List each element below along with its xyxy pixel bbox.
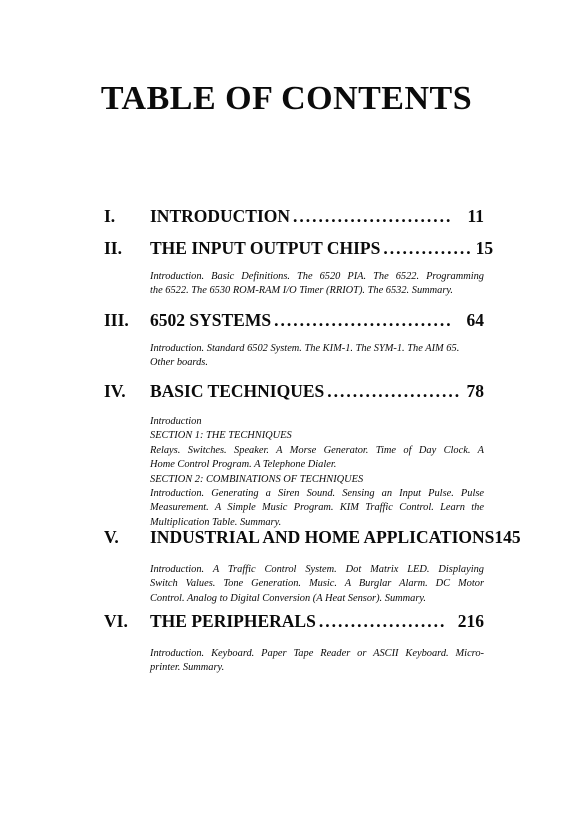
toc-entry-basic-techniques (104, 379, 484, 530)
page-title: TABLE OF CONTENTS (100, 80, 473, 117)
chapter-page-number: 64 (466, 310, 484, 330)
dot-leader: ......................... (293, 206, 453, 226)
toc-entry-peripherals (104, 609, 484, 676)
summary-line: Switch Values. Tone Generation. Music. A Burglar Alarm. DC Motor (150, 578, 484, 590)
summary-line: Introduction. Keyboard. Paper Tape Reader or ASCII Keyboard. Micro- (150, 648, 484, 659)
chapter-heading-row (150, 379, 484, 403)
dot-leader: ..................... (327, 381, 462, 401)
chapter-numeral: II. (104, 238, 122, 258)
summary-line: Introduction. Generating a Siren Sound. Sensing an Input Pulse. Pulse (150, 488, 484, 500)
summary-line: SECTION 2: COMBINATIONS OF TECHNIQUES (150, 473, 364, 485)
summary-line: Relays. Switches. Speaker. A Morse Generator. Time of Day Clock. A (150, 444, 484, 456)
chapter-heading (104, 609, 484, 633)
chapter-summary (150, 342, 484, 371)
chapter-page-number: 15 (475, 238, 494, 258)
chapter-heading (104, 379, 484, 403)
toc-entry-introduction (104, 204, 484, 228)
chapter-heading-row (150, 236, 494, 260)
chapter-page-number: 145 (494, 527, 521, 547)
chapter-heading-row (150, 204, 484, 228)
chapter-heading-row (150, 525, 521, 549)
summary-line: Other boards. (150, 357, 208, 369)
summary-line: Introduction. A Traffic Control System. Dot Matrix LED. Displaying (150, 564, 484, 575)
summary-line: Measurement. A Simple Music Program. KIM Traffic Control. Learn the (150, 502, 484, 514)
chapter-heading (104, 525, 521, 549)
toc-entry-6502-systems (104, 308, 484, 371)
chapter-heading (104, 308, 484, 332)
chapter-numeral: III. (104, 310, 129, 330)
chapter-heading (104, 236, 494, 260)
chapter-title: INDUSTRIAL AND HOME APPLICATIONS (150, 527, 495, 547)
chapter-heading-row (150, 308, 484, 332)
chapter-title: THE PERIPHERALS (150, 611, 316, 631)
toc-entry-input-output-chips (104, 236, 494, 299)
chapter-numeral: IV. (104, 381, 126, 401)
chapter-title: 6502 SYSTEMS (150, 310, 272, 330)
summary-line: SECTION 1: THE TECHNIQUES (150, 430, 292, 442)
chapter-page-number: 11 (467, 206, 484, 226)
chapter-page-number: 78 (466, 381, 484, 401)
chapter-numeral: VI. (104, 611, 128, 631)
chapter-page-number: 216 (457, 611, 484, 631)
dot-leader: ............................ (274, 310, 453, 330)
chapter-summary (150, 415, 484, 530)
chapter-summary (150, 270, 484, 299)
chapter-numeral: V. (104, 527, 119, 547)
chapter-summary (150, 563, 484, 606)
summary-line: the 6522. The 6530 ROM-RAM I/O Timer (RRIOT). The 6532. Summary. (150, 285, 454, 297)
summary-line: Introduction. Standard 6502 System. The KIM-1. The SYM-1. The AIM 65. (150, 343, 460, 354)
chapter-title: INTRODUCTION (150, 206, 291, 226)
chapter-heading (104, 204, 484, 228)
chapter-numeral: I. (104, 206, 116, 226)
summary-line: Introduction (150, 416, 202, 427)
chapter-title: BASIC TECHNIQUES (150, 381, 325, 401)
dot-leader: .................... (318, 611, 447, 631)
dot-leader: .............. (383, 238, 473, 258)
summary-line: Introduction. Basic Definitions. The 6520 PIA. The 6522. Programming (150, 271, 484, 282)
summary-line: printer. Summary. (150, 662, 225, 674)
chapter-title: THE INPUT OUTPUT CHIPS (150, 238, 381, 258)
chapter-summary (150, 647, 484, 676)
summary-line: Control. Analog to Digital Conversion (A Heat Sensor). Summary. (150, 592, 427, 604)
chapter-heading-row (150, 609, 484, 633)
summary-line: Multiplication Table. Summary. (150, 516, 282, 528)
summary-line: Home Control Program. A Telephone Dialer. (150, 459, 337, 471)
toc-entry-industrial-home-applications (104, 525, 521, 606)
